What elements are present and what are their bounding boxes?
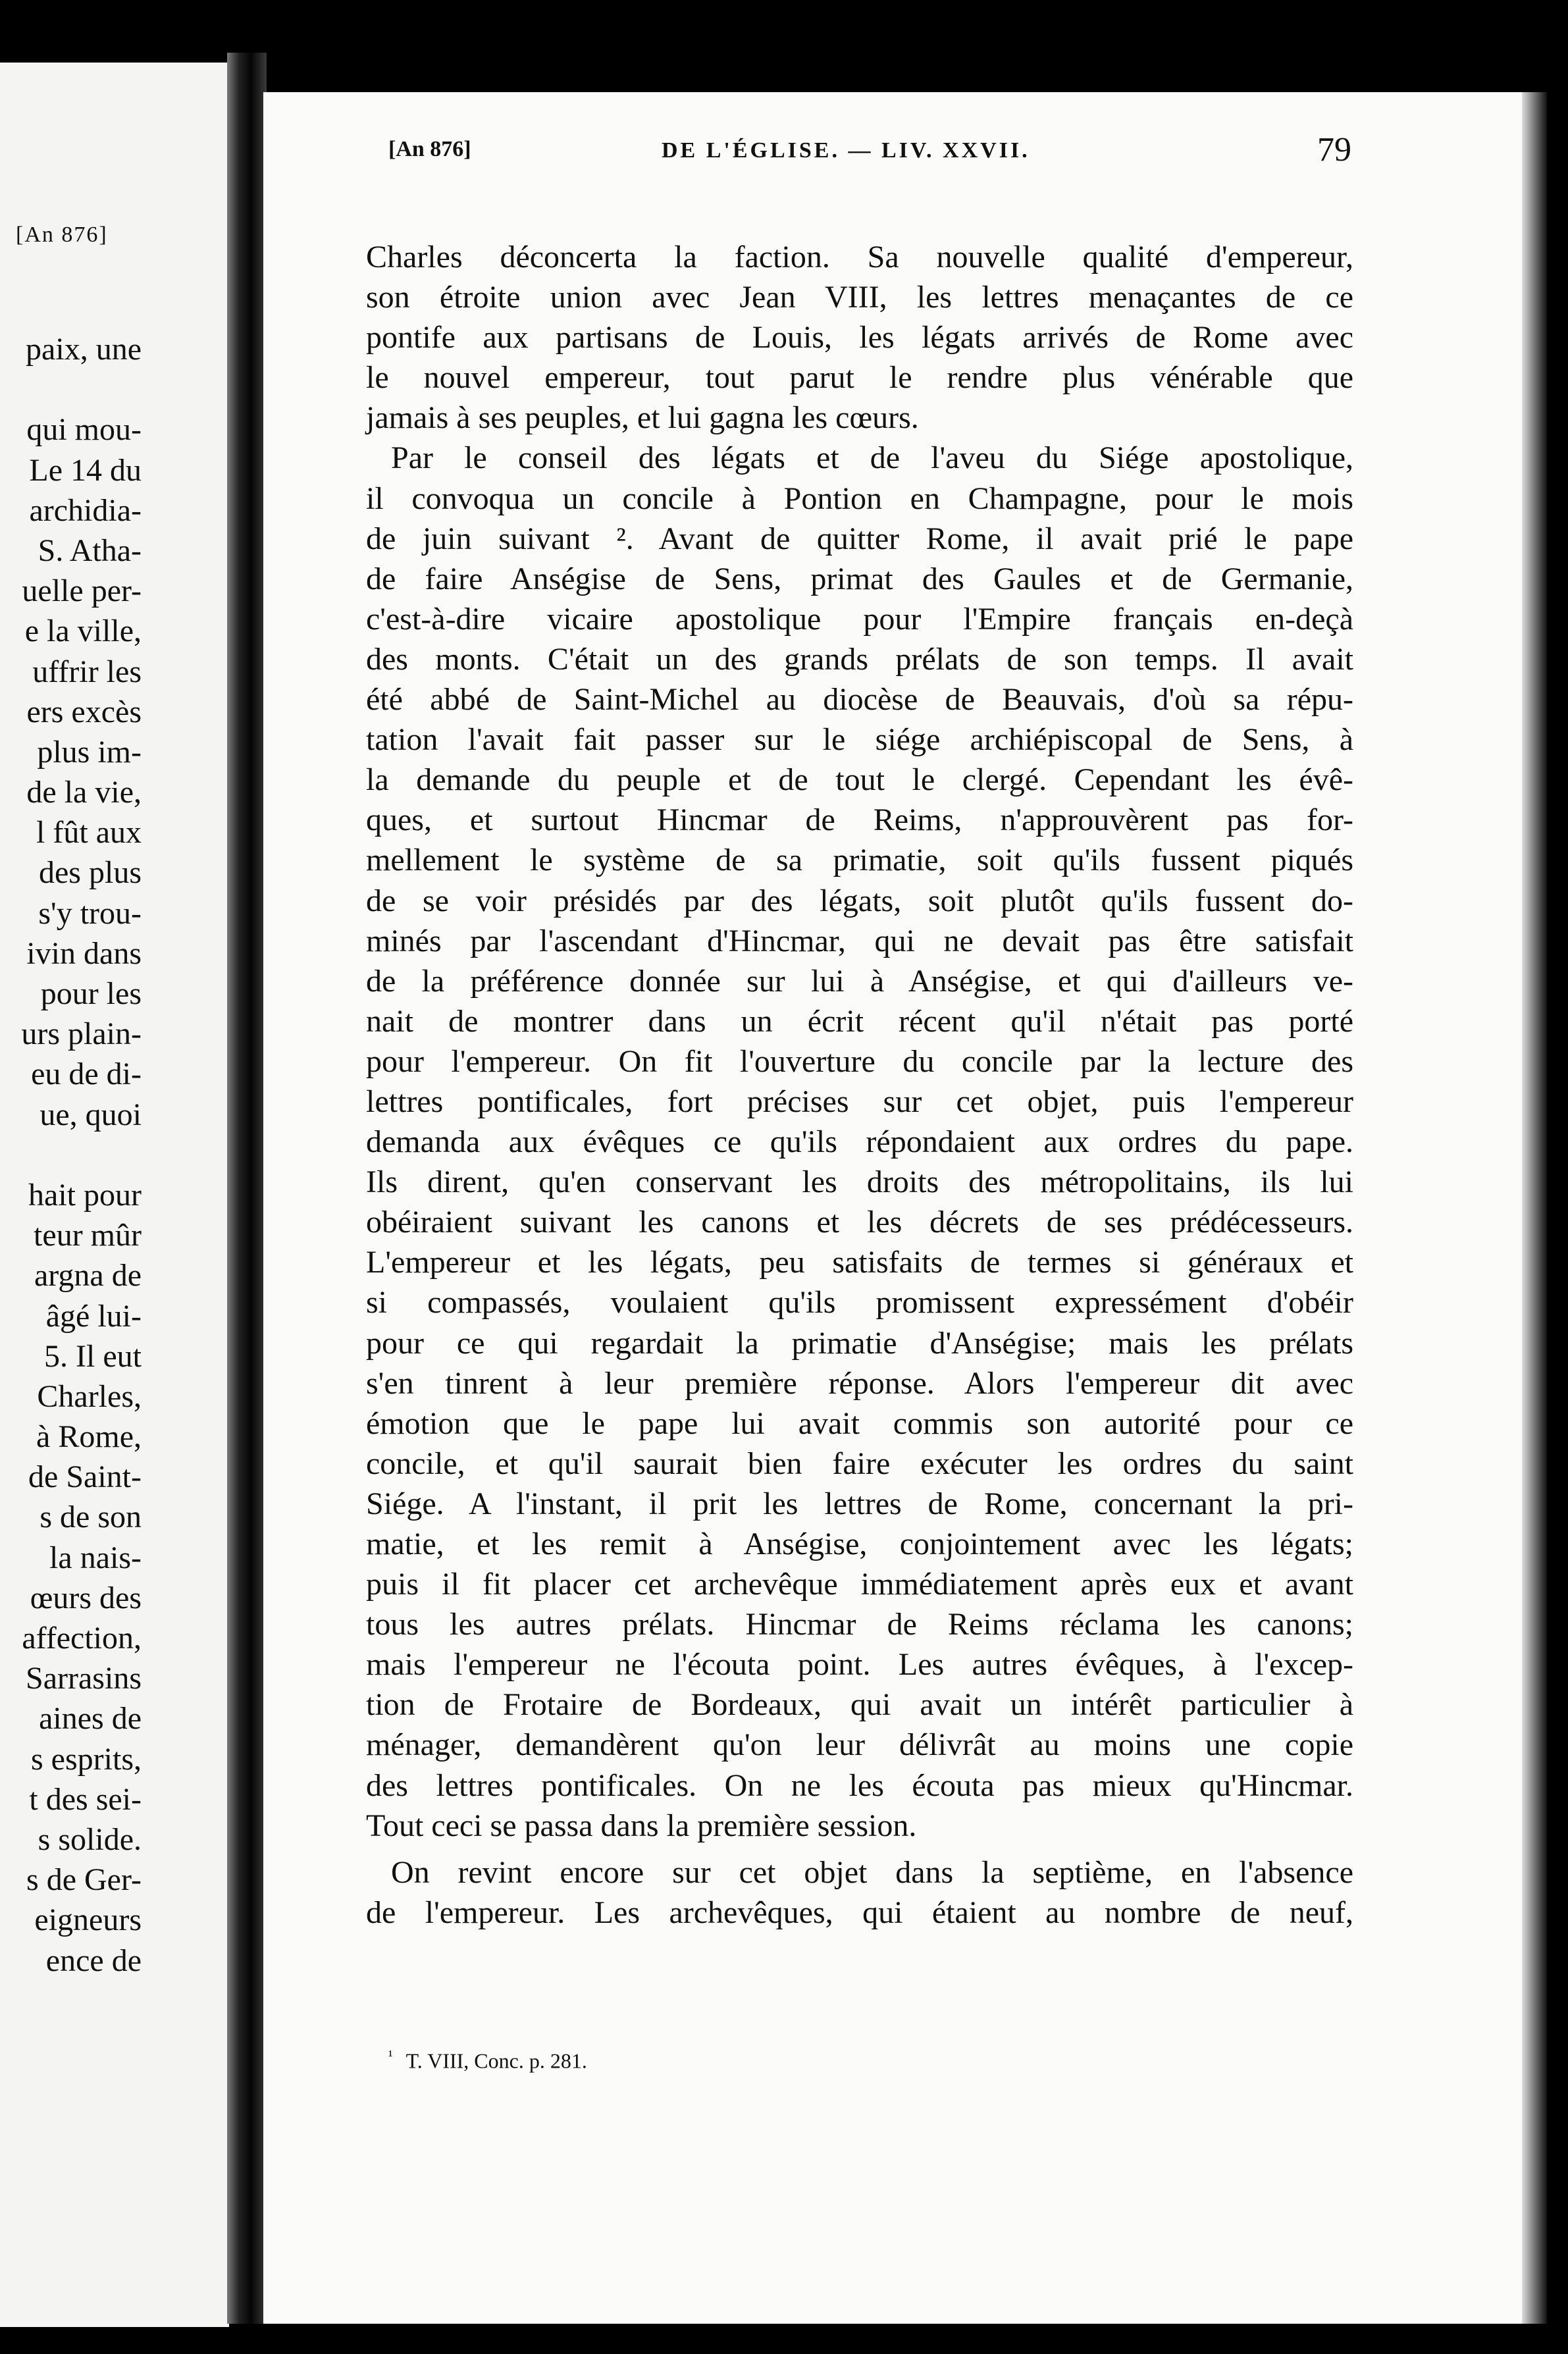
facing-page-line: teur mûr bbox=[34, 1218, 142, 1253]
book-gutter bbox=[227, 53, 267, 2324]
facing-page-line: affection, bbox=[22, 1621, 142, 1656]
text-line: de faire Anségise de Sens, primat des Gaules et de Germanie, bbox=[366, 561, 1353, 596]
text-line: mais l'empereur ne l'écouta point. Les autres évêques, à l'excep- bbox=[366, 1647, 1353, 1683]
facing-page-text bbox=[0, 329, 142, 1981]
facing-page-line: ers excès bbox=[26, 694, 142, 729]
text-line: Siége. A l'instant, il prit les lettres de Rome, concernant la pri- bbox=[366, 1486, 1353, 1521]
text-line: On revint encore sur cet objet dans la septième, en l'absence bbox=[391, 1854, 1353, 1890]
facing-page-line: Le 14 du bbox=[29, 452, 142, 488]
facing-page-line: e la ville, bbox=[24, 614, 142, 649]
facing-page-line: ue, quoi bbox=[39, 1097, 142, 1132]
facing-page-line: œurs des bbox=[30, 1580, 142, 1615]
facing-page-line: Sarrasins bbox=[26, 1661, 142, 1696]
footnote bbox=[388, 2047, 587, 2074]
facing-page-line: t des sei- bbox=[29, 1781, 142, 1817]
text-line: lettres pontificales, fort précises sur cet objet, puis l'empereur bbox=[366, 1084, 1353, 1119]
facing-page-line: uffrir les bbox=[32, 654, 142, 689]
text-line: Ils dirent, qu'en conservant les droits des métropolitains, ils lui bbox=[366, 1164, 1353, 1200]
text-line: puis il fit placer cet archevêque immédiatement après eux et avant bbox=[366, 1567, 1353, 1602]
facing-page-line: qui mou- bbox=[26, 412, 142, 448]
facing-page-line: des plus bbox=[39, 855, 142, 891]
facing-page-line: aines de bbox=[39, 1701, 142, 1737]
text-line: matie, et les remit à Anségise, conjointement avec les légats; bbox=[366, 1527, 1353, 1561]
text-line: s'en tinrent à leur première réponse. Alors l'empereur dit avec bbox=[366, 1365, 1353, 1401]
text-line: Par le conseil des légats et de l'aveu du Siége apostolique, bbox=[391, 440, 1353, 476]
text-line: jamais à ses peuples, et lui gagna les cœurs. bbox=[366, 400, 919, 436]
text-line: Tout ceci se passa dans la première session. bbox=[366, 1808, 917, 1843]
text-line: Charles déconcerta la faction. Sa nouvelle qualité d'empereur, bbox=[366, 240, 1353, 275]
text-line: obéiraient suivant les canons et les décrets de ses prédécesseurs. bbox=[366, 1205, 1353, 1240]
text-line: de juin suivant ². Avant de quitter Rome, il avait prié le pape bbox=[366, 521, 1353, 556]
running-header bbox=[388, 130, 1378, 170]
text-line: mellement le système de sa primatie, soit qu'ils fussent piqués bbox=[366, 843, 1353, 878]
facing-page-line bbox=[0, 369, 142, 409]
facing-page-line: 5. Il eut bbox=[44, 1338, 142, 1374]
facing-page-line: de Saint- bbox=[28, 1459, 142, 1495]
text-line: tation l'avait fait passer sur le siége archiépiscopal de Sens, à bbox=[366, 722, 1353, 758]
facing-page-line: la nais- bbox=[49, 1540, 142, 1575]
facing-page-line: archidia- bbox=[29, 492, 142, 528]
text-line: nait de montrer dans un écrit récent qu'il n'était pas porté bbox=[366, 1003, 1353, 1039]
body-text bbox=[366, 237, 1353, 1933]
facing-page-line: ence de bbox=[45, 1943, 142, 1978]
text-line: demanda aux évêques ce qu'ils répondaient aux ordres du pape. bbox=[366, 1124, 1353, 1160]
text-line: il convoqua un concile à Pontion en Champagne, pour le mois bbox=[366, 481, 1353, 516]
facing-page-line: l fût aux bbox=[36, 815, 142, 850]
text-line: ménager, demandèrent qu'on leur délivrât au moins une copie bbox=[366, 1727, 1353, 1763]
facing-page-line: uelle per- bbox=[22, 573, 142, 609]
text-line: le nouvel empereur, tout parut le rendre plus vénérable que bbox=[366, 360, 1353, 396]
facing-page-line: à Rome, bbox=[36, 1419, 142, 1455]
facing-page-line: paix, une bbox=[26, 332, 142, 367]
facing-page-header: [An 876] bbox=[16, 222, 108, 247]
text-line: des lettres pontificales. On ne les écouta pas mieux qu'Hincmar. bbox=[366, 1767, 1353, 1803]
facing-page-line: s solide. bbox=[38, 1821, 142, 1857]
facing-page-line: s esprits, bbox=[31, 1741, 142, 1777]
facing-page-line: eu de di- bbox=[31, 1057, 142, 1092]
header-running-title: DE L'ÉGLISE. — LIV. XXVII. bbox=[662, 138, 1030, 163]
facing-page-line: S. Atha- bbox=[38, 533, 142, 568]
text-line: de la préférence donnée sur lui à Anségise, et qui d'ailleurs ve- bbox=[366, 963, 1353, 999]
footnote-text: T. VIII, Conc. p. 281. bbox=[405, 2049, 587, 2073]
header-year: [An 876] bbox=[388, 137, 471, 161]
facing-page-line: s de Ger- bbox=[26, 1862, 142, 1898]
facing-page-left bbox=[0, 63, 229, 2327]
text-line: pontife aux partisans de Louis, les légats arrivés de Rome avec bbox=[366, 320, 1353, 355]
facing-page-line: s de son bbox=[39, 1500, 142, 1535]
text-line: concile, et qu'il saurait bien faire exécuter les ordres du saint bbox=[366, 1446, 1353, 1481]
text-line: été abbé de Saint-Michel au diocèse de Beauvais, d'où sa répu- bbox=[366, 682, 1353, 718]
text-line: la demande du peuple et de tout le clergé. Cependant les évê- bbox=[366, 762, 1353, 798]
facing-page-line bbox=[0, 1135, 142, 1175]
facing-page-line: eigneurs bbox=[34, 1902, 142, 1938]
text-line: de l'empereur. Les archevêques, qui étaient au nombre de neuf, bbox=[366, 1895, 1353, 1930]
facing-page-line: ivin dans bbox=[26, 935, 142, 971]
facing-page-line: âgé lui- bbox=[45, 1298, 142, 1334]
facing-page-line: pour les bbox=[40, 976, 142, 1011]
facing-page-line: argna de bbox=[34, 1258, 142, 1294]
text-line: si compassés, voulaient qu'ils promissent expressément d'obéir bbox=[366, 1285, 1353, 1321]
facing-page-line: urs plain- bbox=[21, 1016, 142, 1052]
text-line: c'est-à-dire vicaire apostolique pour l'Empire français en-deçà bbox=[366, 601, 1353, 637]
text-line: des monts. C'était un des grands prélats de son temps. Il avait bbox=[366, 641, 1353, 677]
facing-page-line: de la vie, bbox=[26, 775, 142, 810]
text-line: ques, et surtout Hincmar de Reims, n'approuvèrent pas for- bbox=[366, 802, 1353, 838]
text-line: son étroite union avec Jean VIII, les lettres menaçantes de ce bbox=[366, 280, 1353, 315]
page-edge-shadow bbox=[1522, 92, 1547, 2324]
text-line: tion de Frotaire de Bordeaux, qui avait un intérêt particulier à bbox=[366, 1687, 1353, 1723]
text-line: de se voir présidés par des légats, soit plutôt qu'ils fussent do- bbox=[366, 883, 1353, 918]
facing-page-line: hait pour bbox=[28, 1177, 142, 1213]
page-number: 79 bbox=[1317, 131, 1351, 169]
footnote-mark: ¹ bbox=[388, 2047, 393, 2064]
text-line: pour l'empereur. On fit l'ouverture du concile par la lecture des bbox=[366, 1043, 1353, 1079]
text-line: tous les autres prélats. Hincmar de Reims réclama les canons; bbox=[366, 1607, 1353, 1642]
facing-page-line: Charles, bbox=[37, 1378, 142, 1414]
facing-page-line: s'y trou- bbox=[38, 895, 142, 931]
text-line: pour ce qui regardait la primatie d'Anségise; mais les prélats bbox=[366, 1325, 1353, 1361]
text-line: émotion que le pape lui avait commis son autorité pour ce bbox=[366, 1405, 1353, 1441]
facing-page-line: plus im- bbox=[37, 734, 142, 770]
text-line: L'empereur et les légats, peu satisfaits de termes si généraux et bbox=[366, 1245, 1353, 1280]
text-line: minés par l'ascendant d'Hincmar, qui ne devait pas être satisfait bbox=[366, 923, 1353, 958]
